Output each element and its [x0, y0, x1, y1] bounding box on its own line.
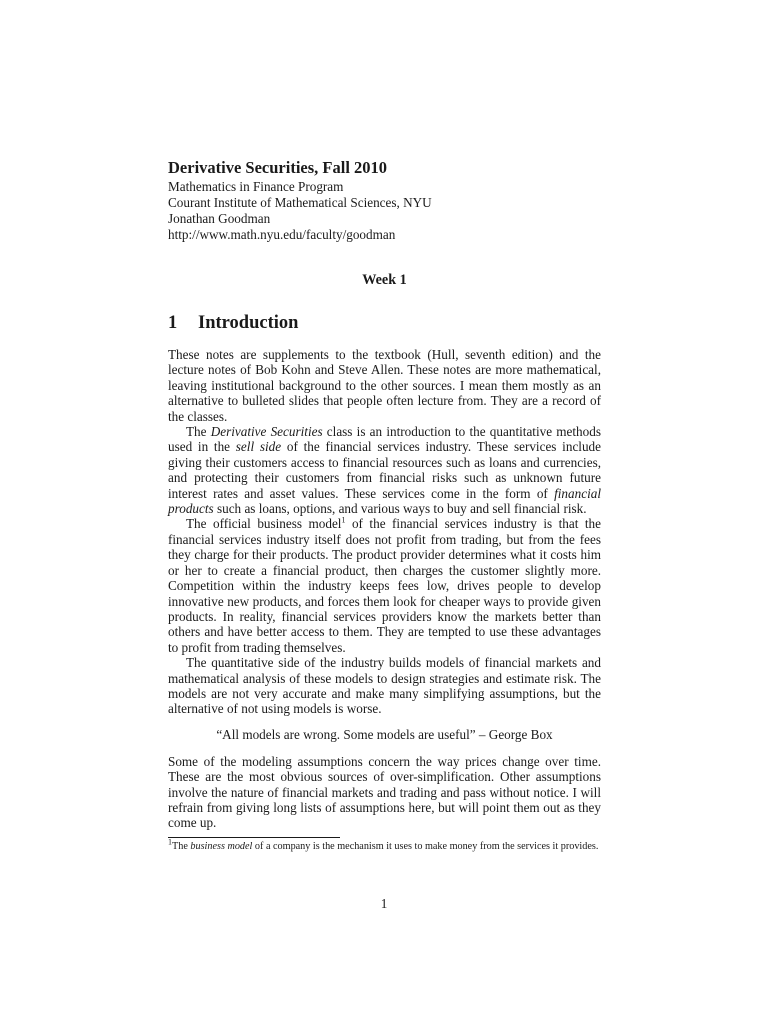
section-body	[168, 347, 601, 831]
footnote-reference: 1	[341, 516, 346, 526]
week-heading: Week 1	[362, 272, 407, 288]
paragraph-3-text-a: The official business model	[186, 516, 342, 532]
page-number: 1	[380, 896, 388, 911]
section-heading	[168, 311, 601, 335]
footnote	[168, 837, 601, 853]
author-url: http://www.math.nyu.edu/faculty/goodman	[168, 227, 396, 242]
author-name: Jonathan Goodman	[168, 211, 271, 226]
paragraph-2-emphasis-3: financial products	[168, 485, 601, 517]
section-number: 1	[168, 313, 178, 333]
paragraph-2-emphasis-2: sell side	[235, 439, 282, 455]
footnote-text-a: The	[172, 840, 191, 852]
footnote-text-b: of a company is the mechanism it uses to make money from the services it provides.	[252, 840, 599, 852]
paragraph-3-text-b: of the financial services industry is that the financial services industry itself does not profit from trading, but from the fees they charge for their products. The product provider determines what it costs him or her to create a financial product, then charges the customer slightly more. Competition within the industry keeps fees low, drives people to develop innovative new products, and forces them look for cheaper ways to provide given products. In reality, financial services providers know the markets better than others and have better access to them. They are tempted to use these advantages to profit from trading themselves.	[168, 516, 601, 655]
footnote-divider	[168, 837, 340, 838]
quotation: “All models are wrong. Some models are useful” – George Box	[216, 726, 553, 742]
paragraph-5: Some of the modeling assumptions concern the way prices change over time. These are the most obvious sources of over-simplification. Other assumptions involve the nature of financial markets and trading and pass without notice. I will refrain from giving long lists of assumptions here, but will point them out as they come up.	[168, 753, 601, 831]
paragraph-2-emphasis-1: Derivative Securities	[210, 424, 323, 440]
paragraph-2	[168, 424, 601, 516]
paragraph-1: These notes are supplements to the textbook (Hull, seventh edition) and the lecture notes of Bob Kohn and Steve Allen. These notes are more mathematical, leaving institutional background to the other sources. I mean them mostly as an alternative to bulleted slides that people often lecture from. They are a record of the classes.	[168, 347, 601, 424]
course-title: Derivative Securities, Fall 2010	[168, 158, 388, 177]
paragraph-2-text-a: The	[186, 424, 211, 440]
footnote-emphasis: business model	[190, 840, 253, 852]
program-name: Mathematics in Finance Program	[168, 179, 344, 194]
paragraph-2-text-d: such as loans, options, and various ways to buy and sell financial risk.	[213, 501, 587, 517]
section-title: Introduction	[198, 313, 299, 333]
paragraph-3	[168, 516, 601, 655]
paragraph-2-text-c: of the financial services industry. These services include giving their customers access to financial resources such as loans and currencies, and protecting their customers from financial risks such as unknown future interest rates and asset values. These services come in the form of	[168, 439, 602, 501]
paragraph-2-text-b: class is an introduction to the quantitative methods used in the	[168, 424, 601, 455]
institute-name: Courant Institute of Mathematical Sciences, NYU	[168, 195, 432, 210]
footnote-mark: 1	[168, 837, 172, 847]
paragraph-4: The quantitative side of the industry builds models of financial markets and mathematical analysis of these models to design strategies and estimate risk. The models are not very accurate and make many simplifying assumptions, but the alternative of not using models is worse.	[168, 655, 601, 717]
document-page	[168, 157, 601, 853]
